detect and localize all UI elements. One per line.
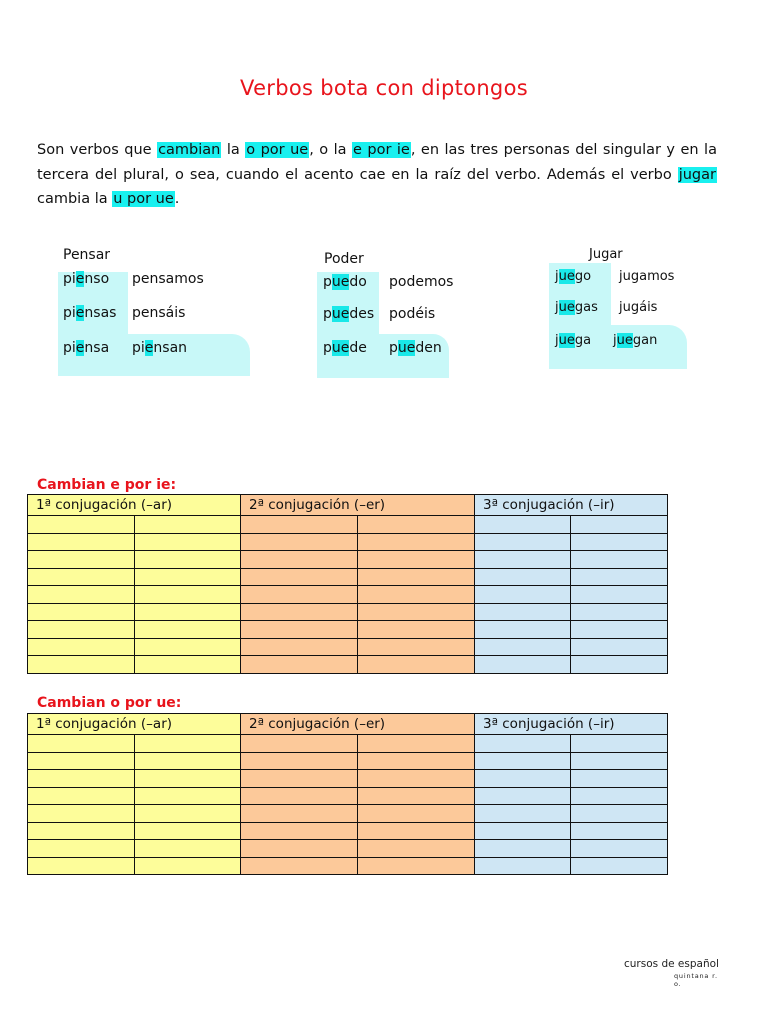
blank-cell[interactable]	[28, 770, 135, 788]
blank-cell[interactable]	[358, 621, 475, 639]
blank-cell[interactable]	[28, 568, 135, 586]
blank-cell[interactable]	[358, 568, 475, 586]
blank-cell[interactable]	[475, 568, 571, 586]
blank-cell[interactable]	[241, 621, 358, 639]
form-ellos: piensan	[132, 340, 188, 356]
blank-cell[interactable]	[28, 621, 135, 639]
blank-cell[interactable]	[28, 857, 135, 875]
blank-cell[interactable]	[135, 735, 241, 753]
verb-name: Jugar	[589, 247, 623, 262]
header-er: 2ª conjugación (–er)	[241, 495, 475, 516]
form-yo: pienso	[63, 271, 110, 287]
form-vosotros: podéis	[389, 306, 436, 322]
blank-cell[interactable]	[571, 857, 668, 875]
blank-cell[interactable]	[475, 752, 571, 770]
blank-cell[interactable]	[571, 516, 668, 534]
blank-cell[interactable]	[241, 586, 358, 604]
section-title-o-ue: Cambian o por ue:	[37, 695, 182, 711]
blank-cell[interactable]	[358, 533, 475, 551]
form-tu: piensas	[63, 305, 117, 321]
blank-cell[interactable]	[475, 805, 571, 823]
blank-cell[interactable]	[28, 735, 135, 753]
conjugation-table-o-ue	[27, 713, 668, 875]
boot-jugar	[549, 245, 687, 371]
blank-cell[interactable]	[571, 752, 668, 770]
highlight-e-por-ie: e por ie	[352, 142, 410, 158]
logo-subtext: quintana r. o.	[674, 972, 718, 988]
form-nosotros: podemos	[389, 274, 454, 290]
blank-cell[interactable]	[241, 805, 358, 823]
blank-cell[interactable]	[571, 770, 668, 788]
form-yo: puedo	[323, 274, 367, 290]
blank-cell[interactable]	[28, 638, 135, 656]
boot-poder	[317, 250, 454, 380]
blank-cell[interactable]	[135, 621, 241, 639]
form-el: piensa	[63, 340, 110, 356]
blank-cell[interactable]	[475, 656, 571, 674]
blank-cell[interactable]	[28, 840, 135, 858]
blank-cell[interactable]	[28, 603, 135, 621]
blank-cell[interactable]	[28, 586, 135, 604]
blank-cell[interactable]	[571, 621, 668, 639]
blank-cell[interactable]	[571, 656, 668, 674]
blank-cell[interactable]	[571, 735, 668, 753]
blank-cell[interactable]	[475, 735, 571, 753]
form-vosotros: jugáis	[619, 300, 658, 315]
blank-cell[interactable]	[571, 603, 668, 621]
blank-cell[interactable]	[135, 822, 241, 840]
blank-cell[interactable]	[475, 822, 571, 840]
blank-cell[interactable]	[475, 787, 571, 805]
blank-cell[interactable]	[358, 805, 475, 823]
form-el: juega	[555, 333, 592, 348]
blank-cell[interactable]	[135, 840, 241, 858]
blank-cell[interactable]	[358, 551, 475, 569]
blank-cell[interactable]	[475, 621, 571, 639]
header-ar: 1ª conjugación (–ar)	[28, 714, 241, 735]
blank-cell[interactable]	[241, 787, 358, 805]
conjugation-table-e-ie	[27, 494, 668, 674]
blank-cell[interactable]	[28, 822, 135, 840]
blank-cell[interactable]	[358, 586, 475, 604]
section-title-e-ie: Cambian e por ie:	[37, 477, 177, 493]
blank-cell[interactable]	[358, 857, 475, 875]
blank-cell[interactable]	[475, 516, 571, 534]
blank-cell[interactable]	[135, 568, 241, 586]
blank-cell[interactable]	[135, 805, 241, 823]
header-ir: 3ª conjugación (–ir)	[475, 714, 668, 735]
blank-cell[interactable]	[358, 787, 475, 805]
form-ellos: juegan	[613, 333, 658, 348]
blank-cell[interactable]	[241, 752, 358, 770]
verb-name: Poder	[324, 251, 364, 267]
blank-cell[interactable]	[241, 735, 358, 753]
blank-cell[interactable]	[241, 840, 358, 858]
blank-cell[interactable]	[28, 516, 135, 534]
form-ellos: pueden	[389, 340, 442, 356]
blank-cell[interactable]	[358, 735, 475, 753]
blank-cell[interactable]	[28, 551, 135, 569]
blank-cell[interactable]	[571, 805, 668, 823]
blank-cell[interactable]	[358, 638, 475, 656]
blank-cell[interactable]	[475, 533, 571, 551]
blank-cell[interactable]	[28, 805, 135, 823]
blank-cell[interactable]	[135, 516, 241, 534]
blank-cell[interactable]	[241, 568, 358, 586]
blank-cell[interactable]	[241, 516, 358, 534]
header-ir: 3ª conjugación (–ir)	[475, 495, 668, 516]
blank-cell[interactable]	[571, 533, 668, 551]
blank-cell[interactable]	[358, 770, 475, 788]
blank-cell[interactable]	[475, 603, 571, 621]
highlight-u-por-ue: u por ue	[113, 191, 174, 207]
blank-cell[interactable]	[135, 656, 241, 674]
blank-cell[interactable]	[135, 638, 241, 656]
blank-cell[interactable]	[241, 656, 358, 674]
blank-cell[interactable]	[135, 603, 241, 621]
blank-cell[interactable]	[571, 568, 668, 586]
form-yo: juego	[555, 269, 592, 284]
blank-cell[interactable]	[358, 516, 475, 534]
blank-cell[interactable]	[475, 857, 571, 875]
blank-cell[interactable]	[358, 656, 475, 674]
intro-paragraph: Son verbos que cambian la o por ue, o la e por ie, en las tres personas del singular y en la tercera del plural, o sea, cuando el acento cae en la raíz del verbo. Además el verbo jugar cambia la u por ue.	[37, 142, 717, 207]
blank-cell[interactable]	[135, 857, 241, 875]
form-tu: juegas	[555, 300, 598, 315]
brand-logo	[624, 958, 719, 988]
blank-cell[interactable]	[135, 533, 241, 551]
blank-cell[interactable]	[241, 770, 358, 788]
blank-cell[interactable]	[475, 551, 571, 569]
blank-cell[interactable]	[571, 586, 668, 604]
form-vosotros: pensáis	[132, 305, 186, 321]
blank-cell[interactable]	[358, 822, 475, 840]
blank-cell[interactable]	[571, 787, 668, 805]
blank-cell[interactable]	[475, 586, 571, 604]
header-ar: 1ª conjugación (–ar)	[28, 495, 241, 516]
blank-cell[interactable]	[358, 840, 475, 858]
blank-cell[interactable]	[571, 822, 668, 840]
blank-cell[interactable]	[571, 638, 668, 656]
blank-cell[interactable]	[135, 752, 241, 770]
form-el: puede	[323, 340, 367, 356]
blank-cell[interactable]	[241, 603, 358, 621]
blank-cell[interactable]	[241, 822, 358, 840]
form-nosotros: pensamos	[132, 271, 204, 287]
blank-cell[interactable]	[358, 752, 475, 770]
blank-cell[interactable]	[241, 638, 358, 656]
blank-cell[interactable]	[571, 551, 668, 569]
form-nosotros: jugamos	[619, 269, 675, 284]
blank-cell[interactable]	[135, 787, 241, 805]
blank-cell[interactable]	[241, 533, 358, 551]
form-tu: puedes	[323, 306, 375, 322]
blank-cell[interactable]	[28, 787, 135, 805]
blank-cell[interactable]	[28, 752, 135, 770]
blank-cell[interactable]	[475, 840, 571, 858]
page-title: Verbos bota con diptongos	[240, 76, 528, 100]
verb-name: Pensar	[63, 247, 111, 263]
blank-cell[interactable]	[135, 770, 241, 788]
highlight-cambian: cambian	[158, 142, 221, 158]
blank-cell[interactable]	[135, 551, 241, 569]
blank-cell[interactable]	[28, 656, 135, 674]
blank-cell[interactable]	[475, 770, 571, 788]
header-er: 2ª conjugación (–er)	[241, 714, 475, 735]
boot-pensar	[58, 246, 204, 378]
highlight-o-por-ue: o por ue	[246, 142, 309, 158]
blank-cell[interactable]	[475, 638, 571, 656]
blank-cell[interactable]	[241, 857, 358, 875]
blank-cell[interactable]	[571, 840, 668, 858]
blank-cell[interactable]	[358, 603, 475, 621]
blank-cell[interactable]	[135, 586, 241, 604]
highlight-jugar: jugar	[678, 166, 716, 183]
blank-cell[interactable]	[241, 551, 358, 569]
logo-text: cursos de español	[624, 958, 719, 970]
blank-cell[interactable]	[28, 533, 135, 551]
